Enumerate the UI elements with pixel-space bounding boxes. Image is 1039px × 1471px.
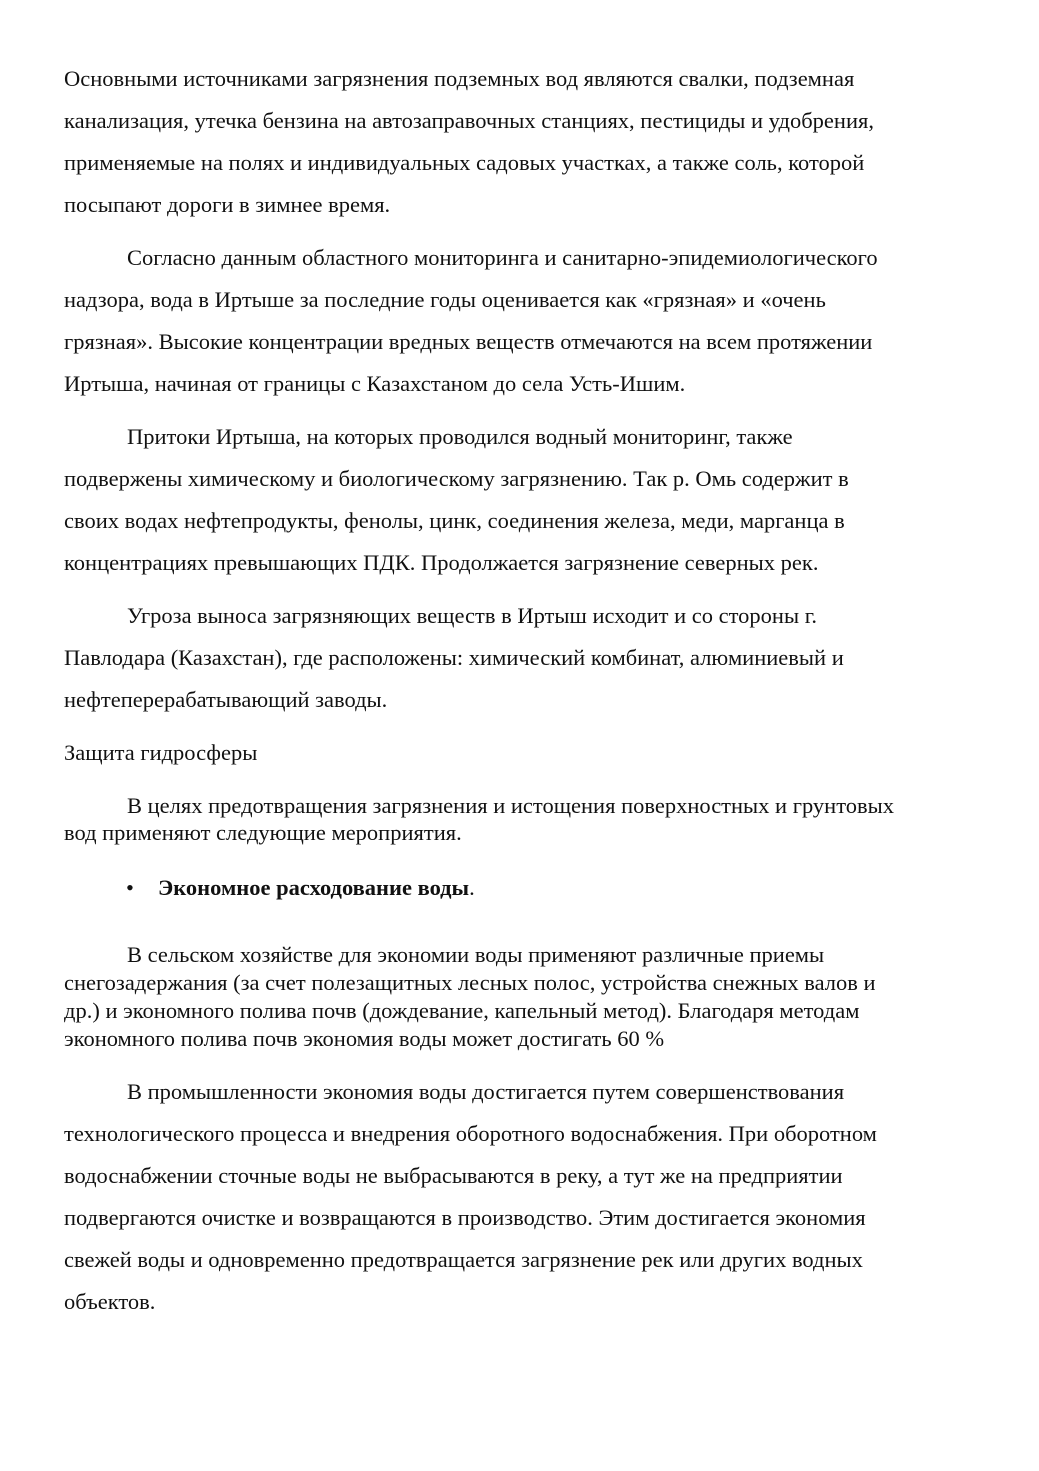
- paragraph-2-line-2: надзора, вода в Иртыше за последние годы оценивается как «грязная» и «очень: [64, 287, 826, 312]
- paragraph-8-line-2: снегозадержания (за счет полезащитных лесных полос, устройства снежных валов и: [64, 970, 876, 995]
- paragraph-8-line-1: В сельском хозяйстве для экономии воды применяют различные приемы: [127, 942, 825, 967]
- bullet-tail: .: [469, 875, 475, 900]
- bullet-item: [158, 875, 475, 901]
- paragraph-9-line-4: подвергаются очистке и возвращаются в производство. Этим достигается экономия: [64, 1205, 866, 1230]
- paragraph-9-line-6: объектов.: [64, 1289, 156, 1314]
- paragraph-8-line-3: др.) и экономного полива почв (дождевание, капельный метод). Благодаря методам: [64, 998, 860, 1023]
- paragraph-1-line-4: посыпают дороги в зимнее время.: [64, 192, 391, 217]
- paragraph-1-line-1: Основными источниками загрязнения подземных вод являются свалки, подземная: [64, 66, 855, 91]
- bullet-marker: •: [126, 875, 134, 900]
- bullet-bold-text: Экономное расходование воды: [158, 875, 470, 900]
- paragraph-1-line-3: применяемые на полях и индивидуальных садовых участках, а также соль, которой: [64, 150, 865, 175]
- paragraph-2-line-1: Согласно данным областного мониторинга и санитарно-эпидемиологического: [127, 245, 878, 270]
- paragraph-9-line-3: водоснабжении сточные воды не выбрасываются в реку, а тут же на предприятии: [64, 1163, 843, 1188]
- paragraph-6-line-1: В целях предотвращения загрязнения и истощения поверхностных и грунтовых: [127, 793, 894, 818]
- paragraph-2-line-4: Иртыша, начиная от границы с Казахстаном до села Усть-Ишим.: [64, 371, 686, 396]
- paragraph-3-line-3: своих водах нефтепродукты, фенолы, цинк, соединения железа, меди, марганца в: [64, 508, 845, 533]
- paragraph-8-line-4: экономного полива почв экономия воды может достигать 60 %: [64, 1026, 665, 1051]
- section-heading: Защита гидросферы: [64, 740, 258, 765]
- paragraph-3-line-4: концентрациях превышающих ПДК. Продолжается загрязнение северных рек.: [64, 550, 819, 575]
- paragraph-9-line-5: свежей воды и одновременно предотвращается загрязнение рек или других водных: [64, 1247, 863, 1272]
- paragraph-9-line-1: В промышленности экономия воды достигается путем совершенствования: [127, 1079, 845, 1104]
- paragraph-3-line-1: Притоки Иртыша, на которых проводился водный мониторинг, также: [127, 424, 793, 449]
- paragraph-4-line-3: нефтеперерабатывающий заводы.: [64, 687, 388, 712]
- paragraph-6-line-2: вод применяют следующие мероприятия.: [64, 820, 462, 845]
- paragraph-1-line-2: канализация, утечка бензина на автозаправочных станциях, пестициды и удобрения,: [64, 108, 874, 133]
- paragraph-2-line-3: грязная». Высокие концентрации вредных веществ отмечаются на всем протяжении: [64, 329, 873, 354]
- paragraph-3-line-2: подвержены химическому и биологическому загрязнению. Так р. Омь содержит в: [64, 466, 849, 491]
- paragraph-4-line-2: Павлодара (Казахстан), где расположены: химический комбинат, алюминиевый и: [64, 645, 844, 670]
- paragraph-4-line-1: Угроза выноса загрязняющих веществ в Иртыш исходит и со стороны г.: [127, 603, 818, 628]
- paragraph-9-line-2: технологического процесса и внедрения оборотного водоснабжения. При оборотном: [64, 1121, 877, 1146]
